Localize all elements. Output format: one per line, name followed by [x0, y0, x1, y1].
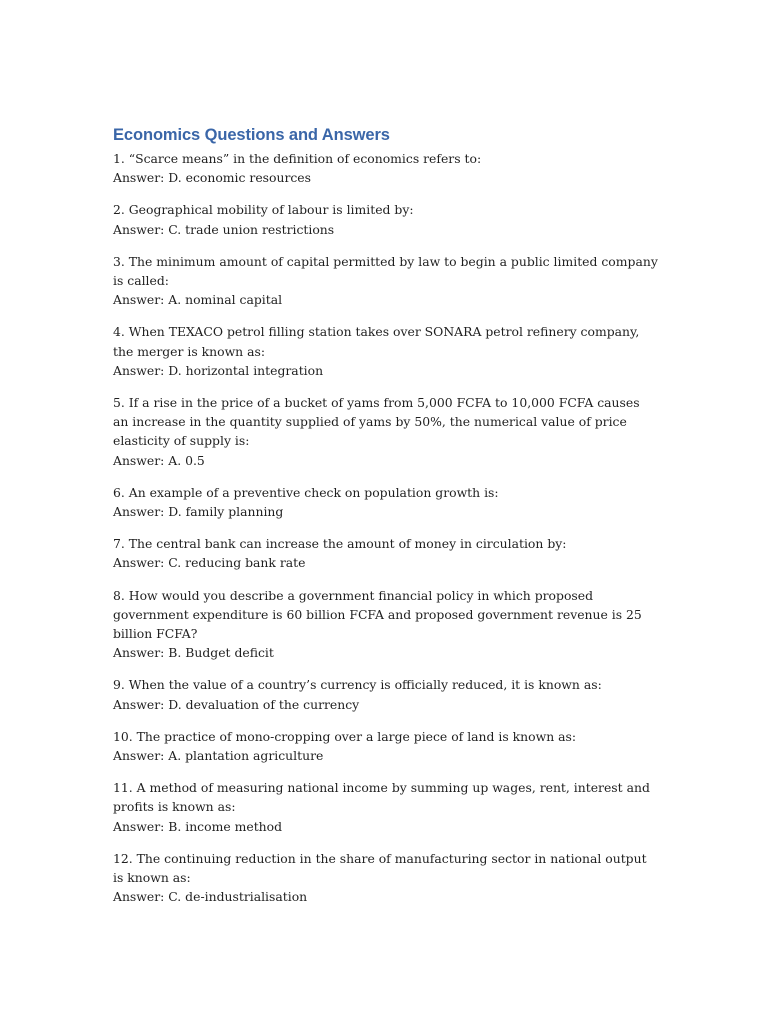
- answer-text: Answer: D. economic resources: [113, 170, 312, 186]
- qa-item: [113, 149, 658, 187]
- answer-text: Answer: D. devaluation of the currency: [113, 696, 360, 712]
- answer-text: Answer: A. plantation agriculture: [113, 748, 324, 764]
- question-text: 7. The central bank can increase the amount of money in circulation by:: [113, 536, 567, 552]
- qa-item: [113, 778, 658, 836]
- question-text: 6. An example of a preventive check on population growth is:: [113, 484, 499, 500]
- qa-item: [113, 252, 658, 310]
- question-text: 12. The continuing reduction in the share of manufacturing sector in national output is known as:: [113, 850, 647, 886]
- qa-item: [113, 200, 658, 238]
- question-text: 3. The minimum amount of capital permitted by law to begin a public limited company is called:: [113, 253, 658, 289]
- qa-item: [113, 586, 658, 663]
- qa-item: [113, 322, 658, 380]
- qa-item: [113, 483, 658, 521]
- document-body: [113, 124, 658, 920]
- answer-text: Answer: A. 0.5: [113, 452, 205, 468]
- question-text: 4. When TEXACO petrol filling station takes over SONARA petrol refinery company, the merger is known as:: [113, 324, 640, 359]
- answer-text: Answer: A. nominal capital: [113, 292, 283, 308]
- question-text: 1. “Scarce means” in the definition of economics refers to:: [113, 151, 482, 166]
- question-text: 8. How would you describe a government financial policy in which proposed government expenditure is 60 billion FCFA and proposed government revenue is 25 billion FCFA?: [113, 587, 642, 642]
- qa-item: [113, 393, 658, 470]
- answer-text: Answer: B. Budget deficit: [113, 645, 274, 661]
- question-text: 5. If a rise in the price of a bucket of yams from 5,000 FCFA to 10,000 FCFA causes an increase in the quantity supplied of yams by 50%, the numerical value of price elasticity of supply is:: [113, 395, 640, 449]
- document-title: Economics Questions and Answers: [113, 126, 390, 144]
- answer-text: Answer: D. family planning: [113, 504, 284, 520]
- answer-text: Answer: D. horizontal integration: [113, 362, 324, 378]
- question-text: 11. A method of measuring national income by summing up wages, rent, interest and profits is known as:: [113, 780, 650, 815]
- qa-item: [113, 675, 658, 713]
- answer-text: Answer: C. reducing bank rate: [113, 555, 306, 571]
- answer-text: Answer: C. trade union restrictions: [113, 221, 335, 237]
- qa-item: [113, 727, 658, 765]
- question-text: 10. The practice of mono-cropping over a large piece of land is known as:: [113, 728, 577, 744]
- qa-item: [113, 534, 658, 572]
- qa-item: [113, 849, 658, 907]
- answer-text: Answer: B. income method: [113, 818, 283, 834]
- answer-text: Answer: C. de-industrialisation: [113, 889, 308, 905]
- question-text: 2. Geographical mobility of labour is limited by:: [113, 202, 414, 218]
- question-text: 9. When the value of a country’s currency is officially reduced, it is known as:: [113, 677, 602, 693]
